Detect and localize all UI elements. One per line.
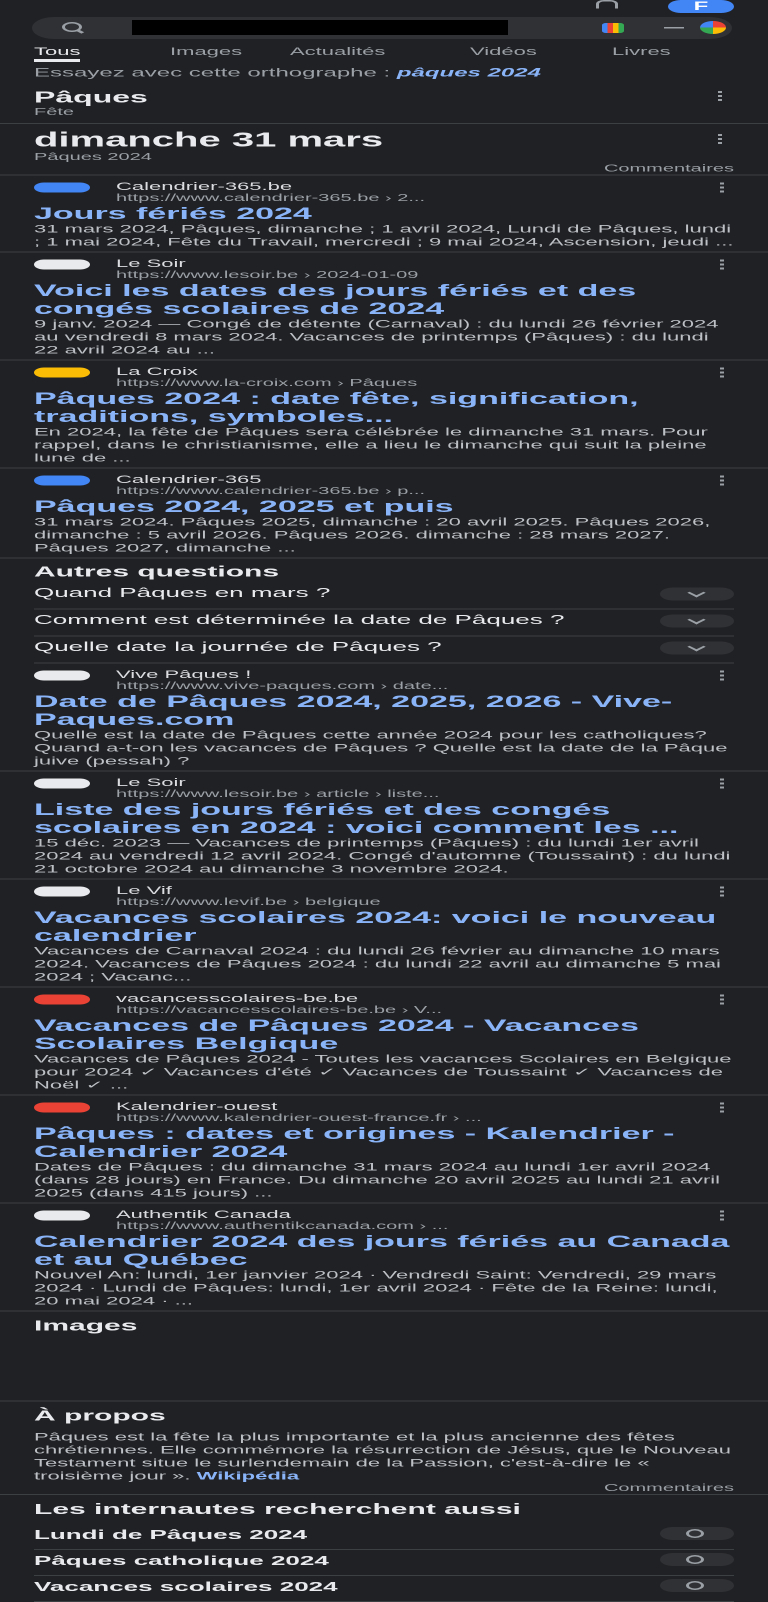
feedback-link[interactable]: Commentaires [603,163,734,174]
result-title-link[interactable]: Jours fériés 2024 [34,204,312,223]
top-bar [0,0,768,30]
site-name[interactable]: Vive Pâques ! [116,668,252,681]
site-url[interactable]: https://vacancesscolaires-be.be › V... [116,1004,443,1016]
result-snippet: 31 mars 2024, Pâques, dimanche ; 1 avril 2024, Lundi de Pâques, lundi ; 1 mai 2024, Fête du Travail, mercredi ; 9 mai 2024, Ascension, jeudi ... [34,222,734,248]
related-search-item[interactable] [34,1524,734,1550]
site-favicon-icon [34,671,90,681]
result-snippet: Vacances de Carnaval 2024 : du lundi 26 février au dimanche 10 mars 2024. Vacances de Pâques 2024 : du lundi 22 avril au dimanche 5 mai 2024 ; Vacanc... [34,944,721,983]
answer-date: dimanche 31 mars [34,129,384,151]
more-options-icon[interactable] [720,1211,724,1213]
images-section-title: Images [34,1317,138,1334]
knowledge-topic [34,88,734,118]
tab-images[interactable]: Images [170,45,243,58]
site-favicon-icon [34,995,90,1005]
question-item[interactable] [34,637,734,664]
voice-search-icon[interactable] [602,23,624,33]
search-icon[interactable] [62,22,82,32]
search-result [0,253,768,360]
result-snippet: Quelle est la date de Pâques cette année 2024 pour les catholiques? Quand a-t-on les vacances de Pâques ? Quelle est la date de la Pâque juive (pessah) ? [34,728,728,767]
related-searches [0,1524,768,1602]
site-name[interactable]: Calendrier-365 [116,473,262,486]
result-title-link[interactable]: Vacances scolaires 2024: voici le nouveau calendrier [34,908,717,945]
chevron-down-icon[interactable] [660,615,734,628]
result-snippet: Vacances de Pâques 2024 - Toutes les vacances Scolaires en Belgique pour 2024 ✓ Vacances d'été ✓ Vacances de Toussaint ✓ Vacances de Noël ✓ ... [34,1052,732,1091]
search-result [0,361,768,468]
tab-videos[interactable]: Vidéos [470,45,537,58]
more-options-icon[interactable] [720,368,724,370]
more-options-icon[interactable] [720,779,724,781]
tab-books[interactable]: Livres [612,45,671,58]
search-icon[interactable] [660,1553,734,1566]
divider [0,1401,768,1402]
answer-box [34,129,734,175]
site-url[interactable]: https://www.lesoir.be › 2024-01-09 [116,269,419,281]
site-favicon-icon [34,887,90,897]
divider [0,1311,768,1312]
search-tabs [0,41,768,61]
site-name[interactable]: Calendrier-365.be [116,180,293,193]
results-list-bottom [0,664,768,1312]
question-text: Comment est déterminée la date de Pâques ? [34,612,565,627]
chevron-down-icon[interactable] [660,588,734,601]
notifications-icon[interactable] [596,0,618,9]
result-title-link[interactable]: Pâques 2024 : date fête, signification, traditions, symboles... [34,389,639,426]
search-input[interactable] [132,20,508,35]
site-favicon-icon [34,368,90,378]
search-icon[interactable] [660,1579,734,1592]
topic-type: Fête [34,106,75,118]
related-searches-title: Les internautes recherchent aussi [34,1501,521,1518]
site-url[interactable]: https://www.kalendrier-ouest-france.fr › ... [116,1112,482,1124]
result-title-link[interactable]: Pâques : dates et origines - Kalendrier - Calendrier 2024 [34,1124,675,1161]
more-options-icon[interactable] [720,476,724,478]
result-snippet: En 2024, la fête de Pâques sera célébrée le dimanche 31 mars. Pour rappel, dans le christianisme, elle a lieu le dimanche qui suit la pleine lune de ... [34,425,708,464]
site-favicon-icon [34,476,90,486]
site-url[interactable]: https://www.calendrier-365.be › p... [116,485,426,497]
related-search-text: Lundi de Pâques 2024 [34,1527,308,1542]
site-name[interactable]: La Croix [116,365,198,378]
more-options-icon[interactable] [720,995,724,997]
site-url[interactable]: https://www.vive-paques.com › date... [116,680,449,692]
related-search-text: Pâques catholique 2024 [34,1553,329,1568]
more-options-icon[interactable] [720,260,724,262]
site-favicon-icon [34,183,90,193]
more-options-icon[interactable] [718,134,722,136]
about-text [34,1431,734,1483]
site-url[interactable]: https://www.authentikcanada.com › ... [116,1220,449,1232]
result-title-link[interactable]: Vacances de Pâques 2024 - Vacances Scolaires Belgique [34,1016,639,1053]
result-snippet: 15 déc. 2023 — Vacances de printemps (Pâques) : du lundi 1er avril 2024 au vendredi 12 avril 2024. Congé d'automne (Toussaint) : du lundi 21 octobre 2024 au dimanche 3 novembre 2024. [34,836,731,875]
site-favicon-icon [34,1103,90,1113]
result-title-link[interactable]: Pâques 2024, 2025 et puis [34,497,454,516]
search-result [0,772,768,879]
chevron-down-icon[interactable] [660,642,734,655]
about-body: Pâques est la fête la plus importante et la plus ancienne des fêtes chrétiennes. Elle commémore la résurrection de Jésus, que le Nouveau Testament situe le surlendemain de la Passion, c'est-à-dire le « troisième jour ». [34,1430,732,1482]
result-snippet: 9 janv. 2024 — Congé de détente (Carnaval) : du lundi 26 février 2024 au vendredi 8 mars 2024. Vacances de printemps (Pâques) : du lundi 22 avril 2024 au ... [34,317,719,356]
search-result [0,880,768,987]
divider-icon [664,27,684,29]
about-title: À propos [34,1407,166,1424]
question-text: Quelle date la journée de Pâques ? [34,639,442,654]
site-url[interactable]: https://www.la-croix.com › Pâques [116,377,418,389]
site-url[interactable]: https://www.lesoir.be › article › liste... [116,788,440,800]
answer-sub: Pâques 2024 [34,151,152,163]
lens-search-icon[interactable] [700,21,726,34]
site-name[interactable]: Kalendrier-ouest [116,1100,278,1113]
search-icon[interactable] [660,1527,734,1540]
result-snippet: 31 mars 2024. Pâques 2025, dimanche : 20 avril 2025. Pâques 2026, dimanche : 5 avril 2026. Pâques 2026. dimanche : 28 mars 2027. Pâques 2027, dimanche ... [34,515,711,554]
result-snippet: Nouvel An: lundi, 1er janvier 2024 · Vendredi Saint: Vendredi, 29 mars 2024 · Lundi de Pâques: lundi, 1er avril 2024 · Fête de la Reine: lundi, 20 mai 2024 · ... [34,1268,718,1307]
more-options-icon[interactable] [720,671,724,673]
site-url[interactable]: https://www.calendrier-365.be › 2... [116,192,426,204]
wikipedia-link[interactable]: Wikipédia [196,1469,300,1482]
site-name[interactable]: Le Soir [116,776,186,789]
search-result [0,664,768,771]
result-title-link[interactable]: Voici les dates des jours fériés et des congés scolaires de 2024 [34,281,637,318]
people-also-ask [0,583,768,664]
people-also-ask-title: Autres questions [34,563,280,580]
site-favicon-icon [34,260,90,270]
site-name[interactable]: vacancesscolaires-be.be [116,992,359,1005]
spelling-suggestion [34,66,736,81]
tab-news[interactable]: Actualités [290,45,386,58]
search-bar[interactable] [32,17,732,39]
site-name[interactable]: Le Vif [116,884,172,897]
search-result [0,988,768,1095]
feedback-link[interactable]: Commentaires [603,1482,734,1494]
site-favicon-icon [34,1211,90,1221]
divider [0,558,768,559]
question-text: Quand Pâques en mars ? [34,585,331,600]
topic-title: Pâques [34,88,148,106]
result-title-link[interactable]: Date de Pâques 2024, 2025, 2026 - Vive-Paques.com [34,692,673,729]
site-name[interactable]: Le Soir [116,257,186,270]
results-list-top [0,176,768,559]
search-result [0,1204,768,1311]
site-favicon-icon [34,779,90,789]
more-options-icon[interactable] [720,183,724,185]
related-search-item[interactable] [34,1550,734,1576]
divider [0,123,768,124]
spelling-prefix: Essayez avec cette orthographe : [34,66,397,80]
related-search-text: Vacances scolaires 2024 [34,1579,338,1594]
more-options-icon[interactable] [720,887,724,889]
result-title-link[interactable]: Calendrier 2024 des jours fériés au Canada et au Québec [34,1232,730,1269]
result-snippet: Dates de Pâques : du dimanche 31 mars 2024 au lundi 1er avril 2024 (dans 28 jours) en France. Du dimanche 20 avril 2025 au lundi 21 avril 2025 (dans 415 jours) ... [34,1160,721,1199]
search-result [0,1096,768,1203]
divider [0,1494,768,1495]
search-result [0,469,768,558]
result-title-link[interactable]: Liste des jours fériés et des congés scolaires en 2024 : voici comment les ... [34,800,679,837]
more-options-icon[interactable] [720,1103,724,1105]
question-item[interactable] [34,583,734,610]
tab-all[interactable]: Tous [34,45,80,62]
question-item[interactable] [34,610,734,637]
spelling-link[interactable]: pâques 2024 [396,66,541,80]
more-options-icon[interactable] [718,91,722,93]
images-strip [0,1341,768,1401]
related-search-item[interactable] [34,1576,734,1602]
site-name[interactable]: Authentik Canada [116,1208,291,1221]
account-avatar[interactable]: F [668,0,734,13]
search-result [0,176,768,252]
site-url[interactable]: https://www.levif.be › belgique [116,896,381,908]
